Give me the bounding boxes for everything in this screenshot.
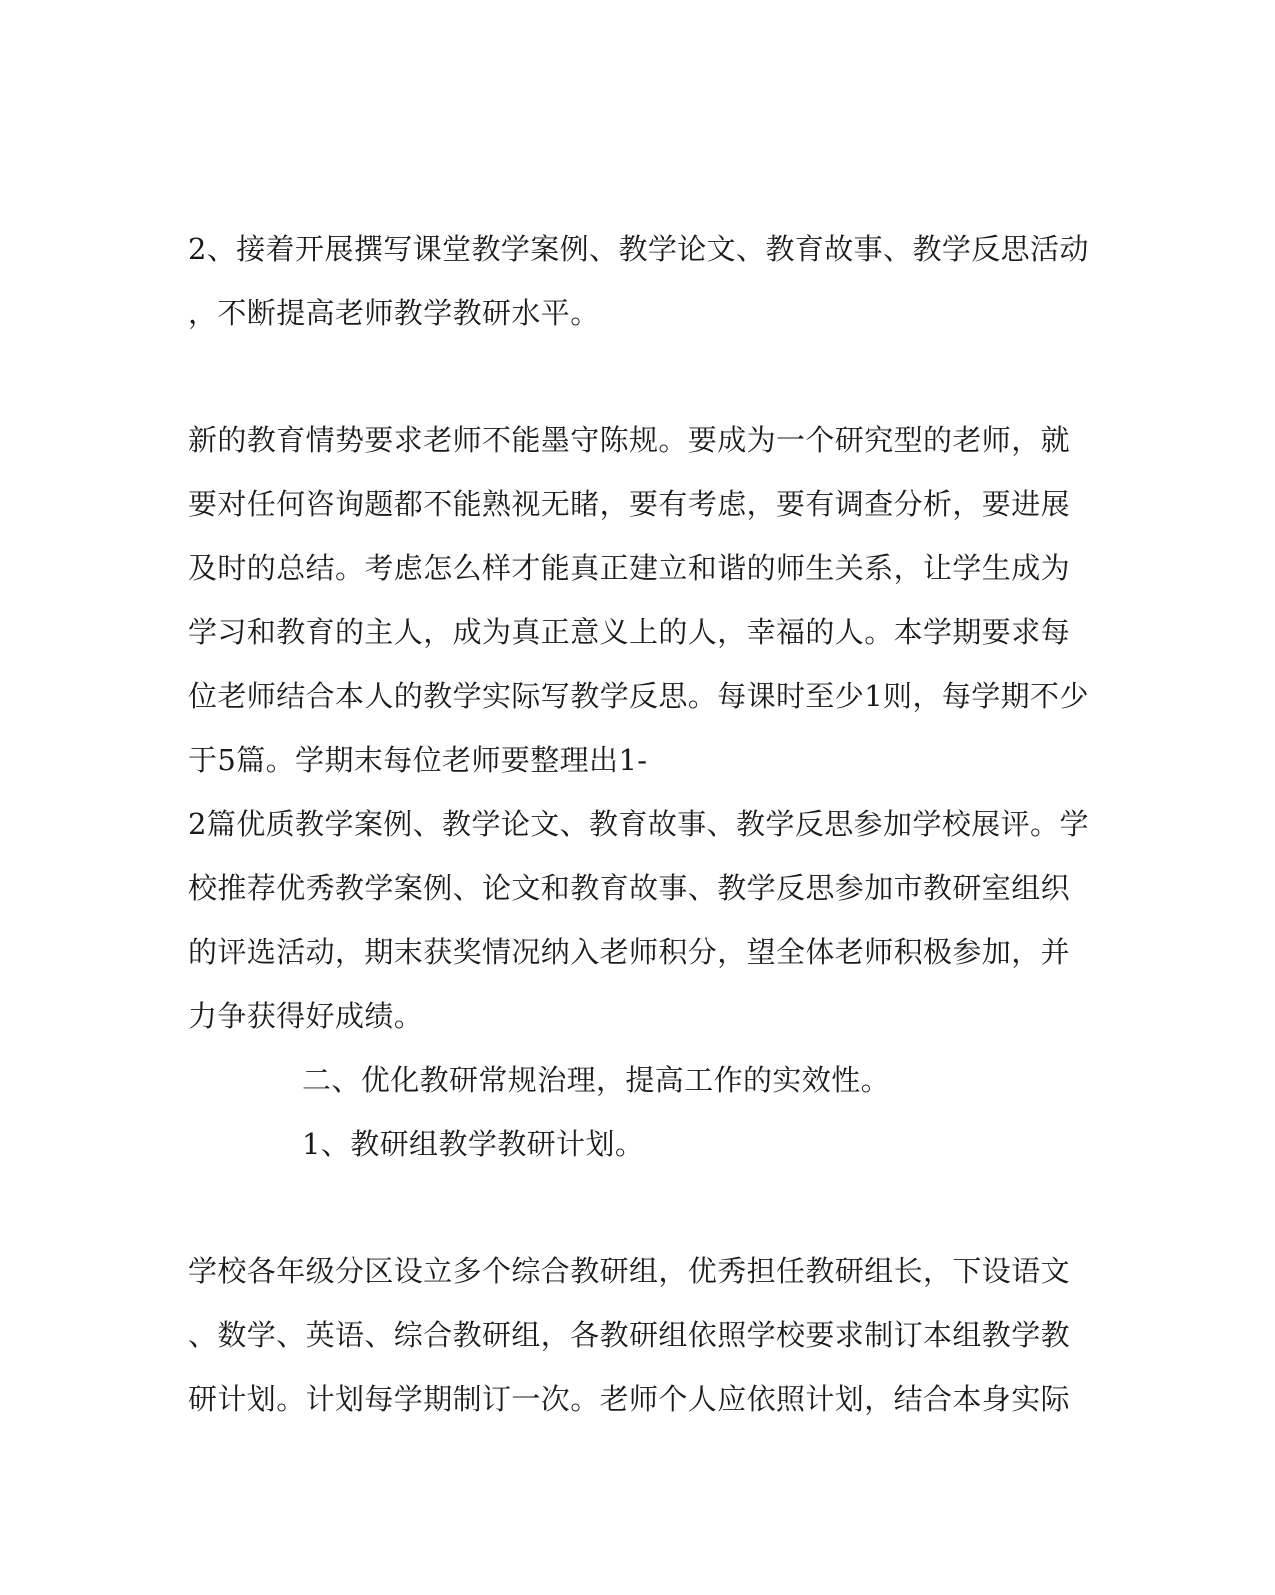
paragraph-2-line-3: 及时的总结。考虑怎么样才能真正建立和谐的师生关系，让学生成为	[188, 551, 1071, 585]
paragraph-2-line-8: 校推荐优秀教学案例、论文和教育故事、教学反思参加市教研室组织	[188, 871, 1071, 905]
paragraph-2-line-4: 学习和教育的主人，成为真正意义上的人，幸福的人。本学期要求每	[188, 615, 1071, 649]
paragraph-1-line-1: 2、接着开展撰写课堂教学案例、教学论文、教育故事、教学反思活动	[188, 232, 1089, 266]
paragraph-2-line-1: 新的教育情势要求老师不能墨守陈规。要成为一个研究型的老师，就	[188, 423, 1071, 457]
paragraph-3-line-2: 、数学、英语、综合教研组，各教研组依照学校要求制订本组教学教	[188, 1318, 1071, 1352]
item-heading-1: 1、教研组教学教研计划。	[302, 1127, 645, 1161]
paragraph-2-line-6: 于5篇。学期末每位老师要整理出1-	[188, 743, 648, 777]
paragraph-2-line-9: 的评选活动，期末获奖情况纳入老师积分，望全体老师积极参加，并	[188, 935, 1071, 969]
paragraph-3-line-3: 研计划。计划每学期制订一次。老师个人应依照计划，结合本身实际	[188, 1382, 1071, 1416]
paragraph-3-line-1: 学校各年级分区设立多个综合教研组，优秀担任教研组长，下设语文	[188, 1254, 1071, 1288]
paragraph-2-line-10: 力争获得好成绩。	[188, 999, 424, 1033]
paragraph-2-line-5: 位老师结合本人的教学实际写教学反思。每课时至少1则，每学期不少	[188, 679, 1089, 713]
paragraph-2-line-7: 2篇优质教学案例、教学论文、教育故事、教学反思参加学校展评。学	[188, 807, 1089, 841]
section-heading-2: 二、优化教研常规治理，提高工作的实效性。	[302, 1063, 891, 1097]
paragraph-1-line-2: ，不断提高老师教学教研水平。	[188, 296, 600, 330]
paragraph-2-line-2: 要对任何咨询题都不能熟视无睹，要有考虑，要有调查分析，要进展	[188, 487, 1071, 521]
